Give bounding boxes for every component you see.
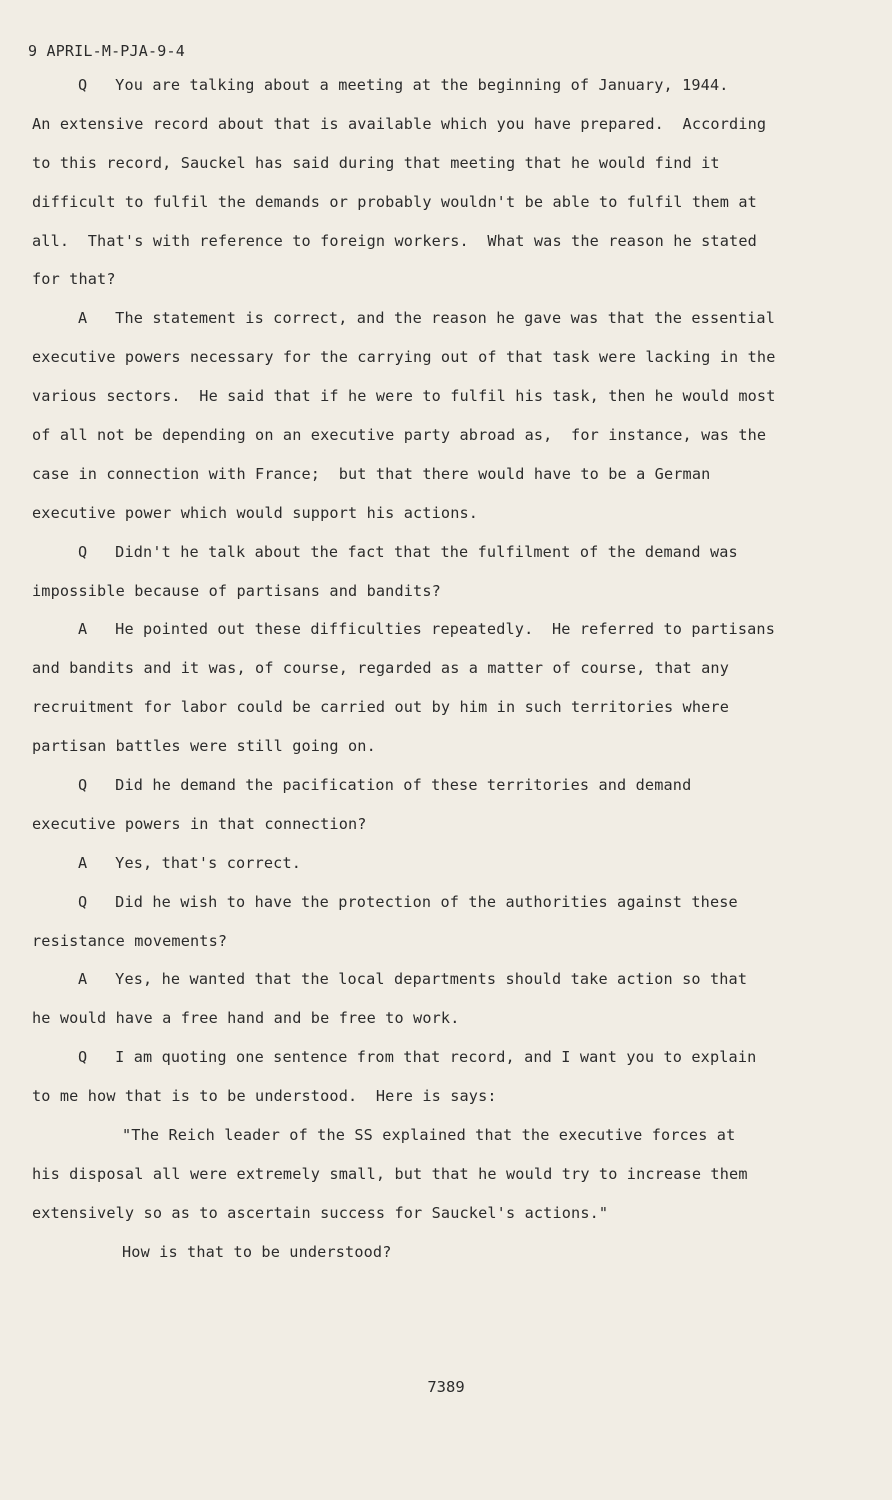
quoted-line: "The Reich leader of the SS explained that the executive forces at: [122, 1126, 736, 1145]
transcript-line: all. That's with reference to foreign workers. What was the reason he stated: [32, 231, 757, 250]
quoted-line: extensively so as to ascertain success for Sauckel's actions.": [32, 1203, 609, 1222]
transcript-line: Q Didn't he talk about the fact that the fulfilment of the demand was: [78, 542, 738, 561]
transcript-line: executive powers necessary for the carrying out of that task were lacking in the: [32, 348, 776, 367]
transcript-line: executive powers in that connection?: [32, 814, 367, 833]
transcript-line: and bandits and it was, of course, regarded as a matter of course, that any: [32, 659, 730, 678]
quoted-line: his disposal all were extremely small, but that he would try to increase them: [32, 1164, 748, 1183]
transcript-line: various sectors. He said that if he were to fulfil his task, then he would most: [32, 387, 776, 406]
transcript-line: Q I am quoting one sentence from that record, and I want you to explain: [78, 1048, 757, 1067]
transcript-line: A The statement is correct, and the reason he gave was that the essential: [78, 309, 776, 328]
document-header: 9 APRIL-M-PJA-9-4: [28, 42, 185, 60]
transcript-line: impossible because of partisans and bandits?: [32, 581, 441, 600]
transcript-line: Q Did he wish to have the protection of the authorities against these: [78, 892, 738, 911]
transcript-line: for that?: [32, 270, 116, 289]
transcript-line: to me how that is to be understood. Here is says:: [32, 1087, 497, 1106]
transcript-line: of all not be depending on an executive party abroad as, for instance, was the: [32, 426, 767, 445]
transcript-line: he would have a free hand and be free to work.: [32, 1009, 460, 1028]
transcript-line: A Yes, that's correct.: [78, 853, 302, 872]
transcript-line: difficult to fulfil the demands or probably wouldn't be able to fulfil them at: [32, 192, 757, 211]
transcript-line: A He pointed out these difficulties repeatedly. He referred to partisans: [78, 620, 776, 639]
transcript-line: recruitment for labor could be carried out by him in such territories where: [32, 698, 730, 717]
transcript-line: Q You are talking about a meeting at the beginning of January, 1944.: [78, 76, 729, 94]
transcript-line: resistance movements?: [32, 931, 228, 950]
transcript-line: Q Did he demand the pacification of these territories and demand: [78, 776, 692, 795]
transcript-line: case in connection with France; but that there would have to be a German: [32, 464, 711, 483]
transcript-line: partisan battles were still going on.: [32, 737, 376, 756]
transcript-line: executive power which would support his actions.: [32, 503, 479, 522]
page-number: 7389: [427, 1378, 465, 1396]
transcript-body: [32, 66, 822, 1272]
transcript-line: to this record, Sauckel has said during that meeting that he would find it: [32, 153, 720, 172]
transcript-line: How is that to be understood?: [122, 1242, 392, 1261]
transcript-line: A Yes, he wanted that the local departments should take action so that: [78, 970, 748, 989]
transcript-line: An extensive record about that is available which you have prepared. According: [32, 114, 767, 133]
